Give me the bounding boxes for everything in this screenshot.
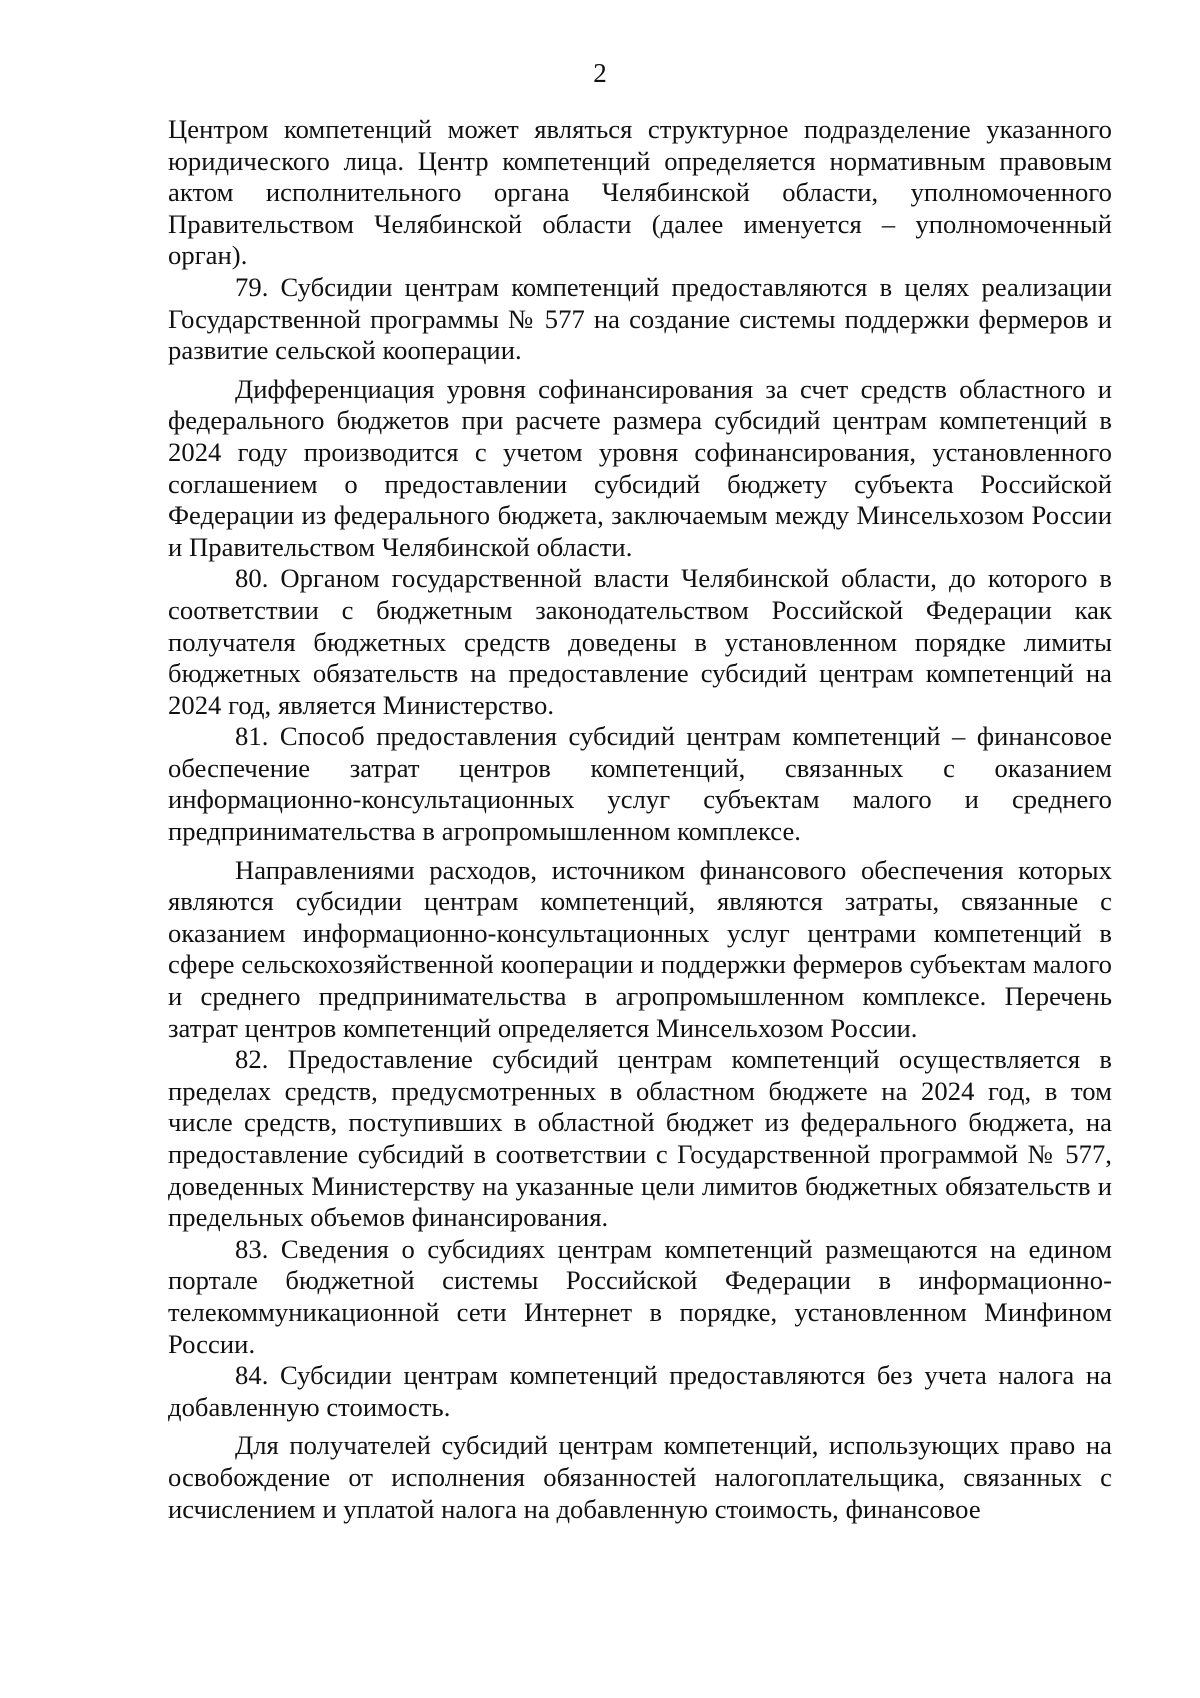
paragraph-83: 83. Сведения о субсидиях центрам компетенций размещаются на едином портале бюджетной системы Российской Федерации в информационно-телекоммуникационной сети Интернет в порядке, установленном Минфином России. [168, 1233, 1112, 1359]
page-number: 2 [593, 58, 607, 88]
paragraph-expense-directions: Направлениями расходов, источником финансового обеспечения которых являются субсидии центрам компетенций, являются затраты, связанные с оказанием информационно-консультационных услуг центрами компетенций в сфере сельскохозяйственной кооперации и поддержки фермеров субъектам малого и среднего предпринимательства в агропромышленном комплексе. Перечень затрат центров компетенций определяется Минсельхозом России. [168, 854, 1112, 1043]
paragraph-81: 81. Способ предоставления субсидий центрам компетенций – финансовое обеспечение затрат центров компетенций, связанных с оказанием информационно-консультационных услуг субъектам малого и среднего предпринимательства в агропромышленном комплексе. [168, 721, 1112, 847]
paragraph-80: 80. Органом государственной власти Челябинской области, до которого в соответствии с бюджетным законодательством Российской Федерации как получателя бюджетных средств доведены в установленном порядке лимиты бюджетных обязательств на предоставление субсидий центрам компетенций на 2024 год, является Министерство. [168, 563, 1112, 720]
paragraph-cofinancing: Дифференциация уровня софинансирования за счет средств областного и федерального бюджетов при расчете размера субсидий центрам компетенций в 2024 году производится с учетом уровня софинансирования, установленного соглашением о предоставлении субсидий бюджету субъекта Российской Федерации из федерального бюджета, заключаемым между Минсельхозом России и Правительством Челябинской области. [168, 373, 1112, 562]
paragraph-vat-exemption: Для получателей субсидий центрам компетенций, использующих право на освобождение от исполнения обязанностей налогоплательщика, связанных с исчислением и уплатой налога на добавленную стоимость, финансовое [168, 1430, 1112, 1524]
paragraph-82: 82. Предоставление субсидий центрам компетенций осуществляется в пределах средств, предусмотренных в областном бюджете на 2024 год, в том числе средств, поступивших в областной бюджет из федерального бюджета, на предоставление субсидий в соответствии с Государственной программой № 577, доведенных Министерству на указанные цели лимитов бюджетных обязательств и предельных объемов финансирования. [168, 1044, 1112, 1233]
paragraph-79: 79. Субсидии центрам компетенций предоставляются в целях реализации Государственной программы № 577 на создание системы поддержки фермеров и развитие сельской кооперации. [168, 271, 1112, 366]
document-body [168, 114, 1112, 1525]
paragraph-intro: Центром компетенций может являться структурное подразделение указанного юридического лица. Центр компетенций определяется нормативным правовым актом исполнительного органа Челябинской области, уполномоченного Правительством Челябинской области (далее именуется – уполномоченный орган). [168, 114, 1112, 271]
paragraph-84: 84. Субсидии центрам компетенций предоставляются без учета налога на добавленную стоимость. [168, 1360, 1112, 1422]
